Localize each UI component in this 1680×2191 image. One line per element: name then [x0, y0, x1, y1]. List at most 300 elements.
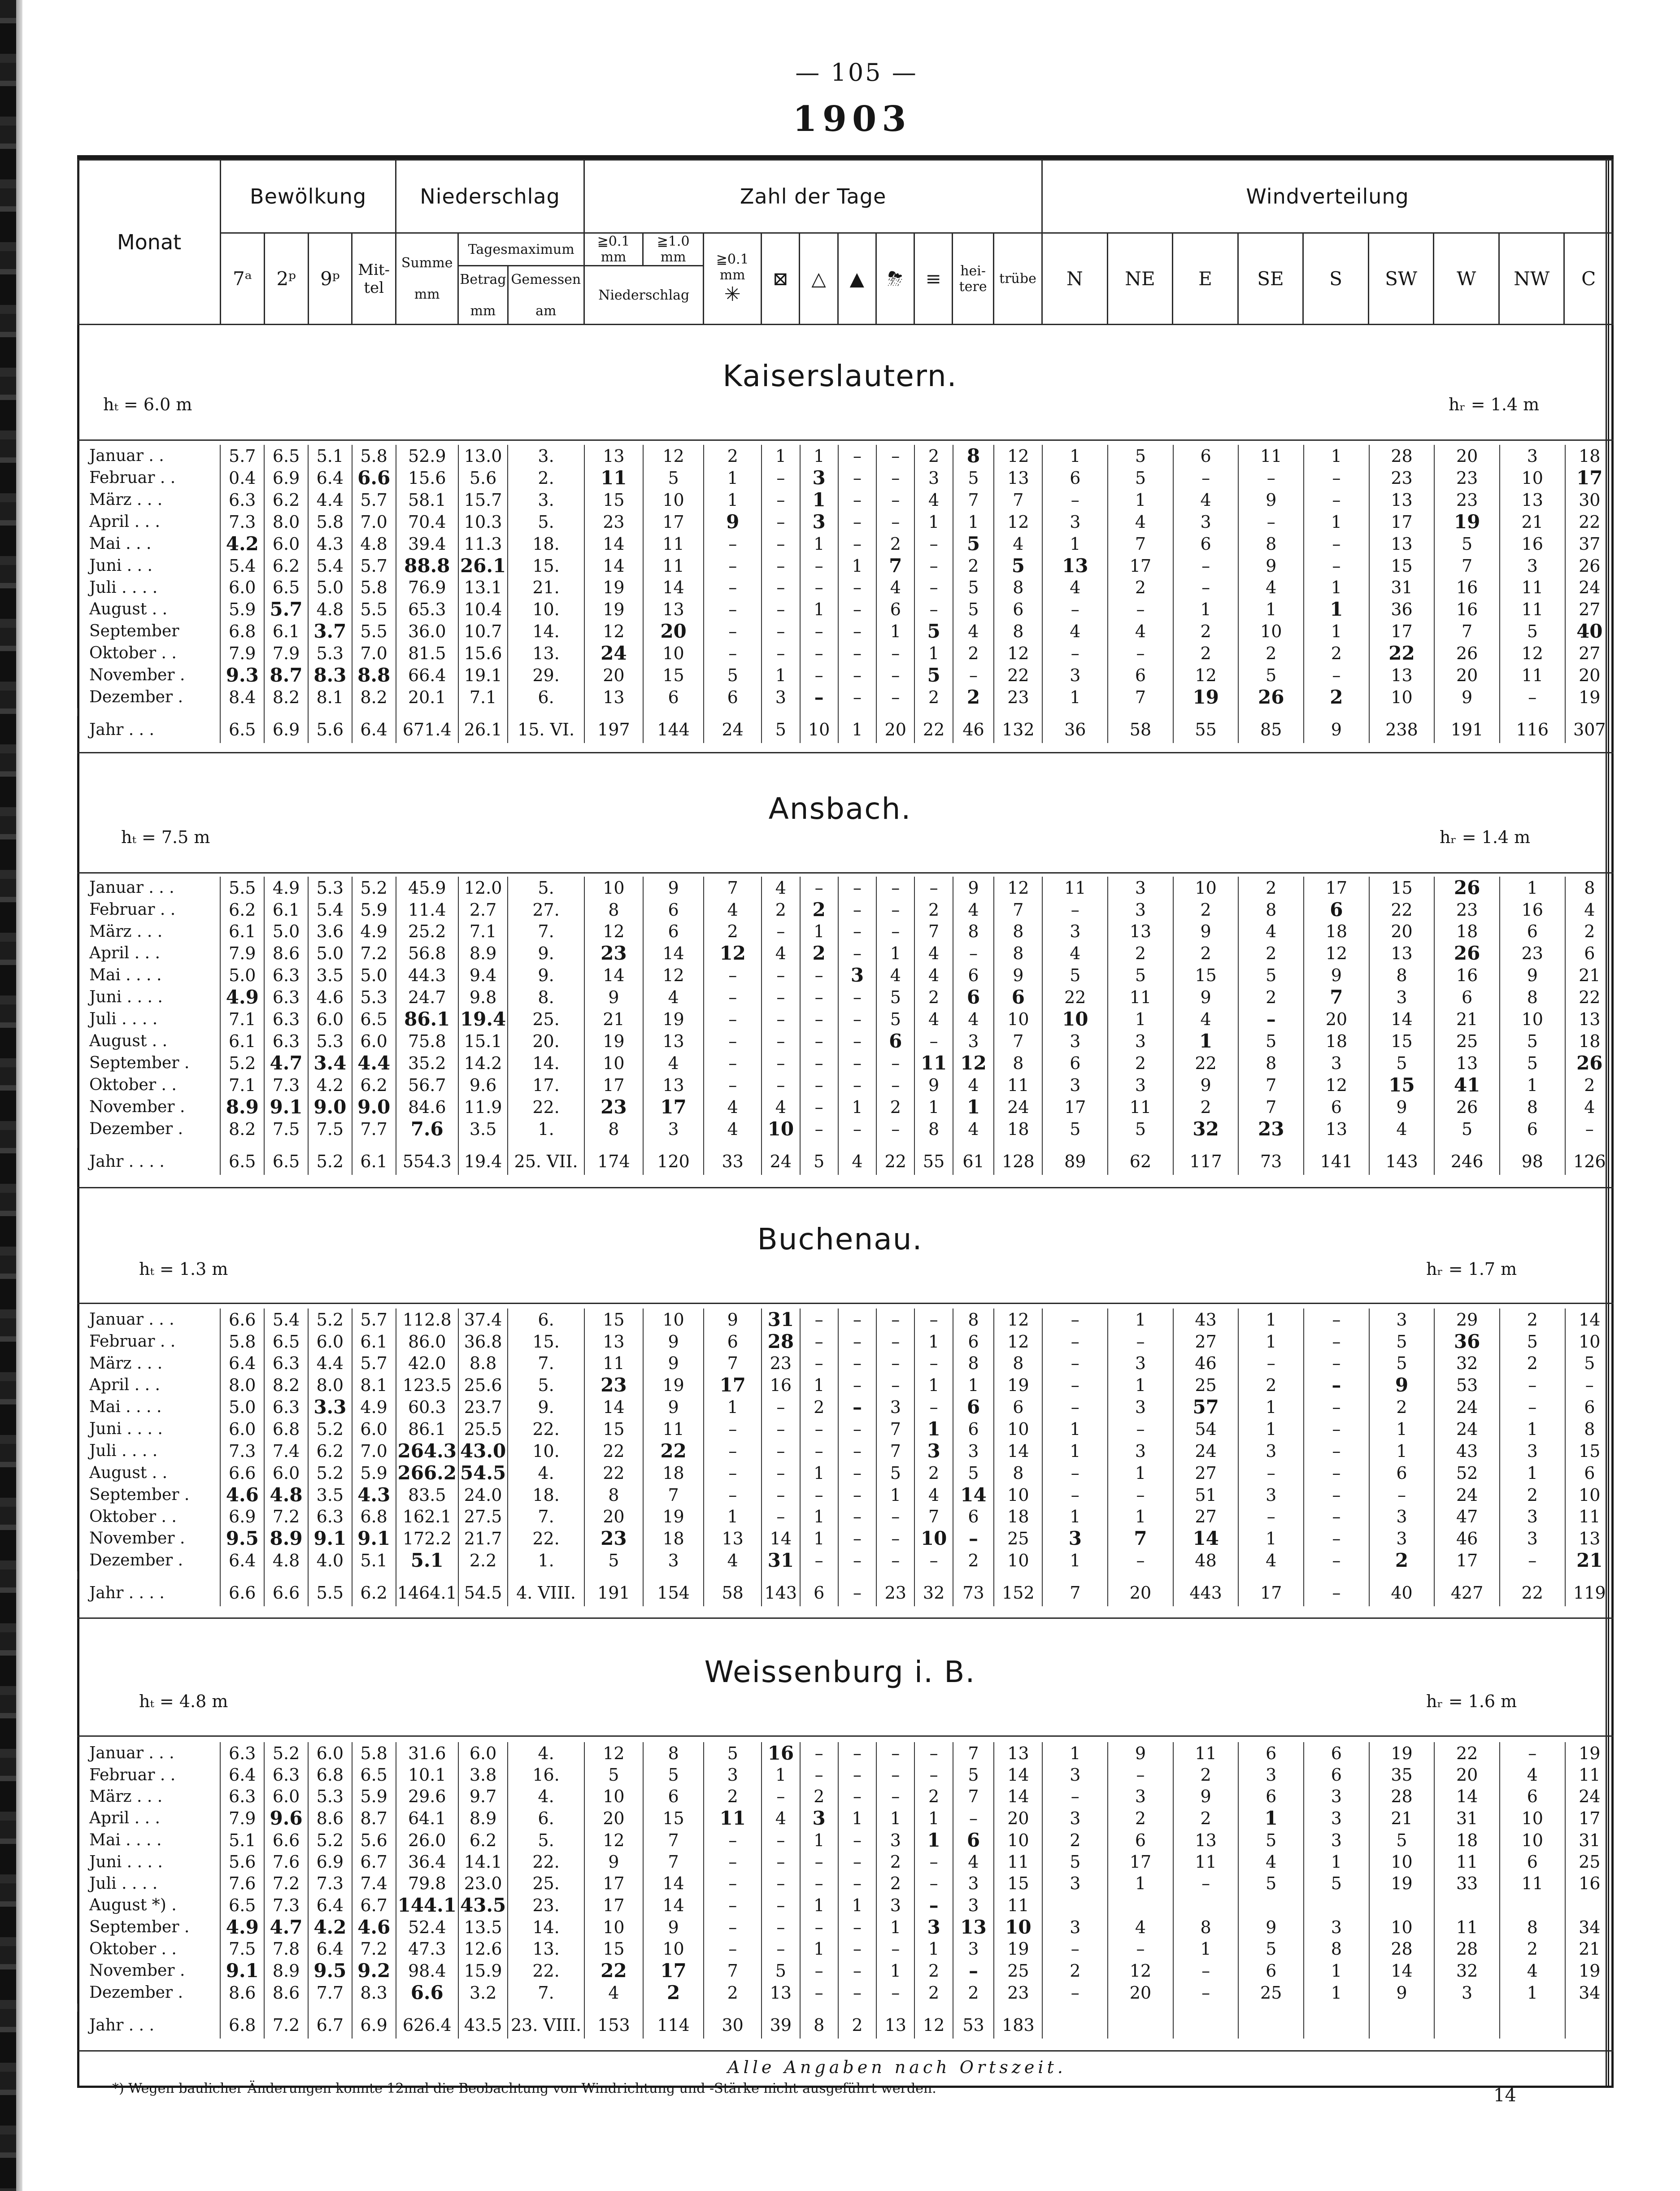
cell-wind-w: 24 — [1434, 1418, 1500, 1440]
cell-wind-c: 6 — [1565, 942, 1614, 964]
cell-graupel: – — [800, 1916, 838, 1938]
cell-heitere: 3 — [953, 1440, 994, 1462]
cell-snow: 1 — [704, 489, 762, 511]
cell-betrag: 19.4 — [458, 1008, 508, 1030]
cell-betrag: 9.7 — [458, 1786, 508, 1807]
cell-bew-7a: 6.5 — [220, 716, 264, 743]
cell-betrag: 23.0 — [458, 1873, 508, 1894]
cell-bew-7a: 6.3 — [220, 489, 264, 511]
cell-betrag: 9.4 — [458, 964, 508, 986]
cell-graupel: 1 — [800, 1374, 838, 1396]
cell-graupel: 1 — [800, 445, 838, 467]
cell-betrag: 54.5 — [458, 1579, 508, 1606]
cell-bew-7a: 7.3 — [220, 511, 264, 533]
cell-bew-2p: 6.9 — [264, 467, 308, 489]
cell-wind-sw: 17 — [1369, 620, 1435, 642]
ge01-unit: mm — [601, 249, 627, 265]
cell-wind-w: 22 — [1434, 1742, 1500, 1764]
cell-bew-2p: 4.8 — [264, 1484, 308, 1506]
station-ht-buchenau: hₜ = 1.3 m — [139, 1259, 228, 1279]
cell-ge10: 7 — [643, 1829, 704, 1851]
cell-graupel: – — [800, 577, 838, 598]
cell-bew-mittel: 8.1 — [352, 1374, 396, 1396]
cell-wind-n: 6 — [1042, 467, 1108, 489]
cell-wind-ne: 1 — [1108, 1506, 1173, 1527]
cell-hail: – — [762, 577, 800, 598]
cell-month: Mai . . . . — [89, 1831, 162, 1849]
cell-summe: 20.1 — [396, 686, 458, 708]
cell-wind-se: 9 — [1238, 555, 1304, 577]
cell-wind-nw: – — [1500, 1396, 1565, 1418]
cell-wind-c: – — [1565, 1118, 1614, 1140]
cell-wind-w: 33 — [1434, 1873, 1500, 1894]
cell-gemessen: 4. — [508, 1462, 584, 1484]
cell-wind-ne: 2 — [1108, 577, 1173, 598]
cell-wind-c: 126 — [1565, 1148, 1614, 1175]
cell-wind-s: 9 — [1304, 964, 1369, 986]
cell-wind-c: 8 — [1565, 877, 1614, 899]
station-box-ansbach — [77, 872, 1614, 1188]
cell-wind-c: – — [1565, 1374, 1614, 1396]
cell-wind-ne: 2 — [1108, 1052, 1173, 1074]
cell-ge01: 19 — [584, 577, 643, 598]
cell-hail: 4 — [762, 877, 800, 899]
cell-thunder: 22 — [876, 1148, 914, 1175]
cell-ge01: 9 — [584, 986, 643, 1008]
cell-truebe: 22 — [994, 664, 1042, 686]
cell-ge01: 23 — [584, 1527, 643, 1549]
cell-summe: 75.8 — [396, 1030, 458, 1052]
cell-gemessen: 5. — [508, 1829, 584, 1851]
cell-wind-nw: 98 — [1500, 1148, 1565, 1175]
cell-hail-solid: – — [838, 942, 876, 964]
cell-hail-solid: 3 — [838, 964, 876, 986]
cell-wind-se: 5 — [1238, 664, 1304, 686]
cell-wind-ne: 1 — [1108, 1374, 1173, 1396]
cell-truebe: 5 — [994, 555, 1042, 577]
cell-bew-9p: 6.4 — [308, 467, 352, 489]
cell-snow: 2 — [704, 1982, 762, 2004]
cell-ge10: 12 — [643, 964, 704, 986]
cell-bew-2p: 6.6 — [264, 1579, 308, 1606]
cell-hail-solid: – — [838, 1440, 876, 1462]
wind-e-header: E — [1173, 233, 1238, 325]
cell-ge01: 12 — [584, 1829, 643, 1851]
cell-hail-solid: – — [838, 598, 876, 620]
cell-gemessen: 21. — [508, 577, 584, 598]
cell-betrag: 43.5 — [458, 2012, 508, 2039]
cell-bew-mittel: 4.9 — [352, 1396, 396, 1418]
cell-wind-ne: 58 — [1108, 716, 1173, 743]
cell-wind-n: 3 — [1042, 1764, 1108, 1786]
cell-wind-n: 3 — [1042, 921, 1108, 942]
cell-bew-2p: 5.2 — [264, 1742, 308, 1764]
cell-wind-sw: 10 — [1369, 686, 1435, 708]
cell-ge10: 6 — [643, 921, 704, 942]
cell-graupel: 3 — [800, 1807, 838, 1829]
cell-hail-solid: 1 — [838, 1807, 876, 1829]
cell-wind-se: 1 — [1238, 598, 1304, 620]
cell-graupel: – — [800, 664, 838, 686]
cell-hail-solid: – — [838, 899, 876, 921]
cell-bew-mittel: 5.9 — [352, 899, 396, 921]
cell-wind-sw: 23 — [1369, 467, 1435, 489]
cell-wind-ne: – — [1108, 1764, 1173, 1786]
cell-wind-sw: 8 — [1369, 964, 1435, 986]
cell-bew-9p: 3.6 — [308, 921, 352, 942]
cell-hail: – — [762, 1052, 800, 1074]
cell-month: März . . . — [89, 1787, 163, 1806]
cell-wind-e: – — [1173, 1960, 1239, 1982]
cell-wind-w: 11 — [1434, 1916, 1500, 1938]
cell-snow: – — [704, 1030, 762, 1052]
cell-hail: 143 — [762, 1579, 800, 1606]
cell-bew-9p: 8.6 — [308, 1807, 352, 1829]
cell-wind-ne: 6 — [1108, 1829, 1173, 1851]
cell-truebe: 152 — [994, 1579, 1042, 1606]
cell-snow: – — [704, 1418, 762, 1440]
cell-heitere: 1 — [953, 1096, 994, 1118]
cell-fog: – — [914, 577, 953, 598]
cell-wind-nw: 1 — [1500, 877, 1565, 899]
cell-bew-2p: 6.0 — [264, 533, 308, 555]
cell-wind-e: 2 — [1173, 1807, 1239, 1829]
cell-wind-s: 1 — [1304, 598, 1369, 620]
cell-bew-9p: 4.4 — [308, 489, 352, 511]
cell-thunder: 5 — [876, 986, 914, 1008]
cell-hail-solid: – — [838, 1506, 876, 1527]
cell-wind-ne: 20 — [1108, 1579, 1173, 1606]
cell-betrag: 43.0 — [458, 1440, 508, 1462]
cell-truebe: 7 — [994, 489, 1042, 511]
cell-ge10: 4 — [643, 1052, 704, 1074]
cell-summe: 86.0 — [396, 1330, 458, 1352]
station-hr-weissenburg: hᵣ = 1.6 m — [1426, 1691, 1517, 1711]
cell-bew-9p: 9.5 — [308, 1960, 352, 1982]
cell-wind-c: 13 — [1565, 1527, 1614, 1549]
cell-ge01: 24 — [584, 642, 643, 664]
cell-graupel: – — [800, 1742, 838, 1764]
cell-graupel: – — [800, 1549, 838, 1571]
cell-gemessen: 7. — [508, 1352, 584, 1374]
cell-month: August . . — [89, 1464, 168, 1482]
cell-hail: 39 — [762, 2012, 800, 2039]
cell-snow: 1 — [704, 1396, 762, 1418]
cell-wind-e: 4 — [1173, 489, 1239, 511]
cell-ge10: 6 — [643, 899, 704, 921]
cell-wind-e: 2 — [1173, 620, 1239, 642]
cell-snow: 2 — [704, 921, 762, 942]
cell-wind-s: 8 — [1304, 1938, 1369, 1960]
cell-bew-7a: 6.6 — [220, 1579, 264, 1606]
cell-wind-c: 11 — [1565, 1764, 1614, 1786]
cell-wind-se: 25 — [1238, 1982, 1304, 2004]
cell-bew-9p: 8.1 — [308, 686, 352, 708]
cell-wind-w: 31 — [1434, 1807, 1500, 1829]
cell-hail: – — [762, 1030, 800, 1052]
thunderstorm-icon: ⛈ — [876, 233, 914, 325]
cell-bew-mittel: 7.2 — [352, 942, 396, 964]
cell-bew-7a: 5.2 — [220, 1052, 264, 1074]
cell-wind-e: 46 — [1173, 1352, 1239, 1374]
cell-ge10: 17 — [643, 511, 704, 533]
cell-betrag: 3.8 — [458, 1764, 508, 1786]
cell-wind-n: 6 — [1042, 1052, 1108, 1074]
cell-wind-nw: 3 — [1500, 1506, 1565, 1527]
cell-wind-w: 16 — [1434, 577, 1500, 598]
cell-wind-se: 7 — [1238, 1074, 1304, 1096]
cell-fog: 4 — [914, 489, 953, 511]
cell-thunder: – — [876, 1786, 914, 1807]
cell-wind-w: 24 — [1434, 1484, 1500, 1506]
cell-wind-sw: 28 — [1369, 445, 1435, 467]
cell-ge10: 10 — [643, 489, 704, 511]
cell-bew-9p: 5.3 — [308, 1030, 352, 1052]
cell-wind-s: 1 — [1304, 1960, 1369, 1982]
cell-wind-nw: 11 — [1500, 1873, 1565, 1894]
cell-gemessen: 29. — [508, 664, 584, 686]
cell-betrag: 11.3 — [458, 533, 508, 555]
cell-gemessen: 18. — [508, 533, 584, 555]
cell-gemessen: 22. — [508, 1527, 584, 1549]
cell-wind-ne: 7 — [1108, 1527, 1173, 1549]
cell-bew-mittel: 6.7 — [352, 1851, 396, 1873]
cell-wind-ne: – — [1108, 598, 1173, 620]
wind-n-header: N — [1042, 233, 1108, 325]
cell-ge01: 23 — [584, 942, 643, 964]
cell-ge01: 191 — [584, 1579, 643, 1606]
cell-wind-ne: 3 — [1108, 899, 1173, 921]
cell-truebe: 6 — [994, 1396, 1042, 1418]
cell-ge10: 14 — [643, 577, 704, 598]
cell-heitere: – — [953, 1807, 994, 1829]
cell-wind-n: – — [1042, 1786, 1108, 1807]
cell-bew-7a: 9.5 — [220, 1527, 264, 1549]
cell-bew-9p: 4.6 — [308, 986, 352, 1008]
cell-ge01: 10 — [584, 1916, 643, 1938]
cell-bew-7a: 6.3 — [220, 1786, 264, 1807]
cell-hail-solid: – — [838, 877, 876, 899]
wind-ne-header: NE — [1107, 233, 1173, 325]
cell-hail: – — [762, 642, 800, 664]
cell-bew-7a: 7.6 — [220, 1873, 264, 1894]
cell-wind-n: 22 — [1042, 986, 1108, 1008]
cell-wind-s: 18 — [1304, 1030, 1369, 1052]
cell-wind-ne: 1 — [1108, 1008, 1173, 1030]
cell-graupel: – — [800, 1418, 838, 1440]
cell-fog: 22 — [914, 716, 953, 743]
cell-ge10: 114 — [643, 2012, 704, 2039]
cell-bew-2p: 6.3 — [264, 1764, 308, 1786]
cell-hail-solid: – — [838, 1462, 876, 1484]
cell-truebe: 14 — [994, 1764, 1042, 1786]
cell-ge10: 9 — [643, 877, 704, 899]
cell-hail: 24 — [762, 1148, 800, 1175]
cell-bew-9p: 5.2 — [308, 1462, 352, 1484]
cell-hail-solid: – — [838, 1008, 876, 1030]
cell-bew-7a: 6.4 — [220, 1352, 264, 1374]
cell-fog: 10 — [914, 1527, 953, 1549]
cell-bew-9p: 5.3 — [308, 877, 352, 899]
cell-betrag: 15.1 — [458, 1030, 508, 1052]
cell-betrag: 7.1 — [458, 921, 508, 942]
cell-wind-c: 21 — [1565, 1938, 1614, 1960]
cell-bew-mittel: 4.9 — [352, 921, 396, 942]
cell-snow: 6 — [704, 686, 762, 708]
cell-wind-s: 3 — [1304, 1807, 1369, 1829]
cell-wind-sw: 5 — [1369, 1352, 1435, 1374]
cell-thunder: – — [876, 511, 914, 533]
cell-wind-nw: 8 — [1500, 986, 1565, 1008]
cell-hail-solid: – — [838, 642, 876, 664]
cell-wind-w: 18 — [1434, 921, 1500, 942]
cell-bew-mittel: 5.7 — [352, 1309, 396, 1330]
cell-wind-sw: 9 — [1369, 1096, 1435, 1118]
cell-hail: – — [762, 1484, 800, 1506]
cell-wind-se: 5 — [1238, 1030, 1304, 1052]
cell-ge10: 13 — [643, 1030, 704, 1052]
cell-gemessen: 14. — [508, 620, 584, 642]
cell-wind-sw: 21 — [1369, 1807, 1435, 1829]
cell-summe: 31.6 — [396, 1742, 458, 1764]
cell-month: April . . . — [89, 1809, 160, 1827]
cell-bew-9p: 7.5 — [308, 1118, 352, 1140]
cell-wind-nw: 5 — [1500, 620, 1565, 642]
cell-wind-sw: 14 — [1369, 1008, 1435, 1030]
cell-wind-nw: 3 — [1500, 445, 1565, 467]
niederschlag-header: Niederschlag — [396, 160, 584, 233]
cell-month: November . — [89, 1529, 185, 1548]
cell-bew-2p: 7.3 — [264, 1074, 308, 1096]
cell-hail-solid: – — [838, 1764, 876, 1786]
cell-bew-2p: 4.7 — [264, 1916, 308, 1938]
cell-wind-e: 12 — [1173, 664, 1239, 686]
station-hr-ansbach: hᵣ = 1.4 m — [1440, 827, 1531, 847]
cell-snow: – — [704, 1052, 762, 1074]
cell-wind-ne: 5 — [1108, 1118, 1173, 1140]
cell-summe: 65.3 — [396, 598, 458, 620]
cell-ge01: 15 — [584, 1309, 643, 1330]
cell-wind-s: 2 — [1304, 686, 1369, 708]
cell-hail-solid: – — [838, 1396, 876, 1418]
cell-wind-w: 5 — [1434, 533, 1500, 555]
cell-bew-2p: 8.6 — [264, 1982, 308, 2004]
cell-heitere: 4 — [953, 899, 994, 921]
cell-graupel: 6 — [800, 1579, 838, 1606]
cell-bew-9p: 6.7 — [308, 2012, 352, 2039]
cell-ge01: 14 — [584, 533, 643, 555]
cell-truebe: 13 — [994, 467, 1042, 489]
cell-betrag: 6.2 — [458, 1829, 508, 1851]
cell-ge10: 7 — [643, 1484, 704, 1506]
cell-month: Oktober . . — [89, 644, 177, 662]
cell-wind-e: 2 — [1173, 899, 1239, 921]
cell-betrag: 19.1 — [458, 664, 508, 686]
cell-hail-solid: – — [838, 577, 876, 598]
cell-snow: – — [704, 1873, 762, 1894]
cell-wind-ne: 17 — [1108, 555, 1173, 577]
cell-bew-9p: 4.3 — [308, 533, 352, 555]
cell-month: Juni . . . . — [89, 1852, 163, 1871]
cell-wind-s: 1 — [1304, 1851, 1369, 1873]
cell-wind-c: 4 — [1565, 1096, 1614, 1118]
cell-bew-mittel: 6.1 — [352, 1148, 396, 1175]
cell-wind-w: 26 — [1434, 1096, 1500, 1118]
cell-month: Juli . . . . — [89, 1442, 158, 1460]
cell-summe: 35.2 — [396, 1052, 458, 1074]
cell-bew-9p: 4.8 — [308, 598, 352, 620]
cell-hail-solid: – — [838, 1916, 876, 1938]
cell-bew-2p: 5.4 — [264, 1309, 308, 1330]
cell-ge10: 5 — [643, 467, 704, 489]
cell-wind-s: 12 — [1304, 942, 1369, 964]
cell-ge01: 13 — [584, 1330, 643, 1352]
cell-ge10: 6 — [643, 686, 704, 708]
cell-wind-se: 1 — [1238, 1418, 1304, 1440]
cell-bew-mittel: 8.8 — [352, 664, 396, 686]
cell-wind-sw: 2 — [1369, 1396, 1435, 1418]
cell-month: Juli . . . . — [89, 1874, 158, 1893]
cell-gemessen: 20. — [508, 1030, 584, 1052]
cell-bew-2p: 7.6 — [264, 1851, 308, 1873]
cell-thunder: – — [876, 1118, 914, 1140]
cell-truebe: 18 — [994, 1118, 1042, 1140]
cell-wind-se: 2 — [1238, 642, 1304, 664]
cell-ge01: 12 — [584, 921, 643, 942]
cell-betrag: 25.6 — [458, 1374, 508, 1396]
cell-bew-7a: 4.9 — [220, 1916, 264, 1938]
cell-bew-2p: 5.7 — [264, 598, 308, 620]
cell-bew-9p: 6.4 — [308, 1938, 352, 1960]
cell-snow: – — [704, 1829, 762, 1851]
cell-hail-solid: – — [838, 1118, 876, 1140]
cell-ge01: 17 — [584, 1894, 643, 1916]
cell-month: April . . . — [89, 944, 160, 962]
cell-wind-nw: 1 — [1500, 1462, 1565, 1484]
column-header — [77, 159, 1614, 325]
cell-snow: – — [704, 1484, 762, 1506]
cell-thunder: 20 — [876, 716, 914, 743]
cell-truebe: 6 — [994, 598, 1042, 620]
cell-ge01: 10 — [584, 1052, 643, 1074]
cell-bew-mittel: 4.6 — [352, 1916, 396, 1938]
cell-thunder: 2 — [876, 1096, 914, 1118]
cell-bew-2p: 5.0 — [264, 921, 308, 942]
cell-truebe: 11 — [994, 1894, 1042, 1916]
cell-wind-e: 2 — [1173, 642, 1239, 664]
cell-bew-9p: 5.0 — [308, 577, 352, 598]
cell-wind-n: 4 — [1042, 942, 1108, 964]
cell-wind-nw: 10 — [1500, 1829, 1565, 1851]
cell-bew-7a: 6.1 — [220, 921, 264, 942]
cell-bew-mittel: 8.7 — [352, 1807, 396, 1829]
cell-graupel: 1 — [800, 1527, 838, 1549]
cell-wind-ne: 20 — [1108, 1982, 1173, 2004]
cell-bew-9p: 5.2 — [308, 1309, 352, 1330]
cell-wind-nw: 10 — [1500, 1008, 1565, 1030]
cell-wind-s: – — [1304, 1309, 1369, 1330]
cell-wind-ne: 1 — [1108, 1462, 1173, 1484]
cell-bew-mittel: 6.6 — [352, 467, 396, 489]
cell-ge10: 20 — [643, 620, 704, 642]
cell-thunder: – — [876, 921, 914, 942]
cell-snow: – — [704, 1440, 762, 1462]
cell-wind-c: 17 — [1565, 1807, 1614, 1829]
cell-ge10: 7 — [643, 1851, 704, 1873]
cell-fog: 4 — [914, 964, 953, 986]
cell-wind-c: 34 — [1565, 1982, 1614, 2004]
cell-gemessen: 22. — [508, 1851, 584, 1873]
